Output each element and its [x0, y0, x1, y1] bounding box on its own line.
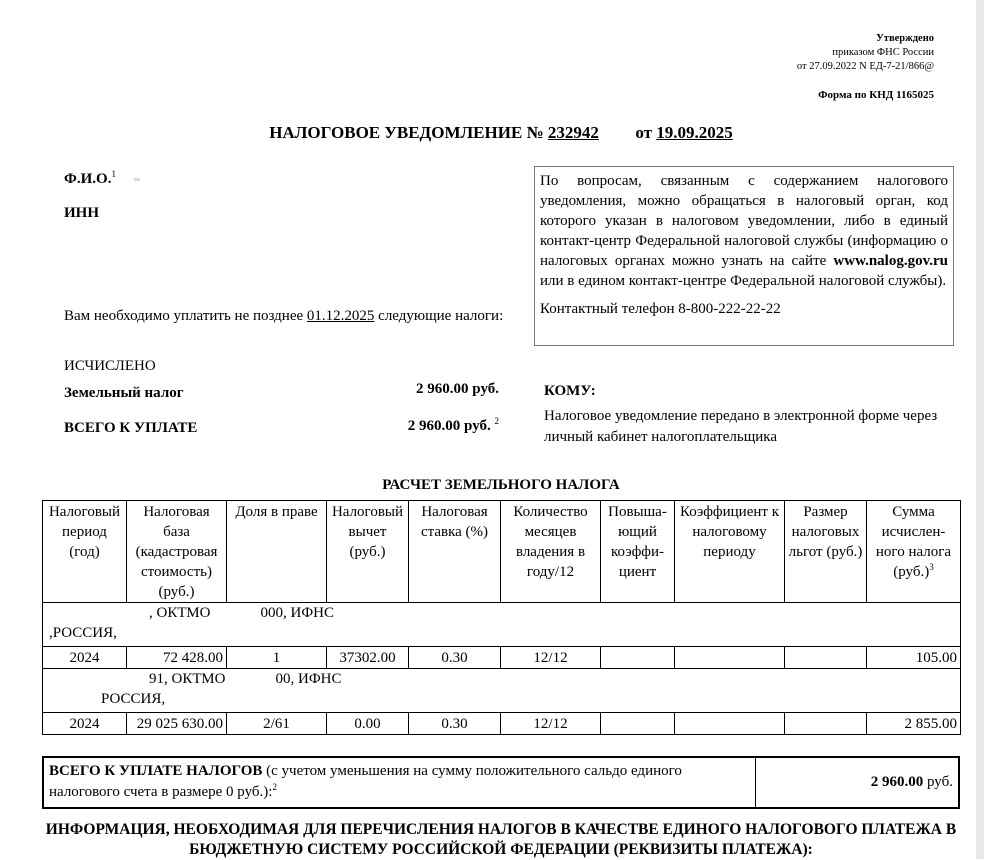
grand-total-box [42, 756, 960, 809]
table-row [43, 647, 961, 669]
cell-period-coef [675, 713, 785, 735]
cell-period-coef [675, 647, 785, 669]
cell-share: 1 [227, 647, 327, 669]
col-header: Налоговый вычет (руб.) [327, 501, 409, 603]
oktmo-address: ,РОССИЯ, [49, 625, 117, 641]
contact-info-text-a: По вопросам, связанным с содержанием налогового уведомления, можно обращаться в налоговый орган, код которого указан в налоговом уведомлении, либо в единый контакт-центр Федеральной налоговой службы (информацию о налоговых органах можно узнать на сайте [540, 173, 948, 269]
cell-tax-sum: 2 855.00 [867, 713, 961, 735]
oktmo-address: РОССИЯ, [101, 691, 166, 707]
recipient-label: КОМУ: [544, 383, 596, 399]
col-header: Налоговый период (год) [43, 501, 127, 603]
due-text [64, 306, 504, 327]
oktmo-cell [43, 669, 961, 713]
col-footnote: 3 [929, 562, 934, 572]
cell-months: 12/12 [501, 713, 601, 735]
contact-info-box [534, 166, 954, 346]
oktmo-tail: 000, ИФНС [260, 605, 335, 621]
cell-deduction: 0.00 [327, 713, 409, 735]
document-title [0, 123, 984, 143]
col-header: Размер налоговых льгот (руб.) [785, 501, 867, 603]
redacted-mark [134, 178, 140, 181]
cell-months: 12/12 [501, 647, 601, 669]
oktmo-line [45, 669, 958, 689]
approval-line-2: приказом ФНС России [832, 47, 934, 58]
cell-base: 29 025 630.00 [127, 713, 227, 735]
cell-share: 2/61 [227, 713, 327, 735]
col-header: Повыша-ющий коэффи-циент [601, 501, 675, 603]
col-header: Налоговая ставка (%) [409, 501, 501, 603]
col-header: Количество месяцев владения в году/12 [501, 501, 601, 603]
col-header: Налоговая база (кадастровая стоимость) (руб.) [127, 501, 227, 603]
approval-block [797, 32, 934, 74]
cell-deduction: 37302.00 [327, 647, 409, 669]
cell-rate: 0.30 [409, 647, 501, 669]
form-code: Форма по КНД 1165025 [818, 89, 934, 101]
oktmo-row [43, 603, 961, 647]
total-amount: 2 960.00 руб. [407, 418, 491, 434]
grand-total-label: ВСЕГО К УПЛАТЕ НАЛОГОВ [49, 763, 263, 779]
oktmo-line [45, 603, 958, 623]
cell-base: 72 428.00 [127, 647, 227, 669]
contact-info-text [540, 171, 948, 291]
contact-info-text-b: или в едином контакт-центре Федеральной налоговой службы). [540, 273, 947, 289]
nalog-link[interactable]: www.nalog.gov.ru [833, 253, 949, 269]
cell-tax-sum: 105.00 [867, 647, 961, 669]
col-header: Доля в праве [227, 501, 327, 603]
title-date-prefix: от [635, 123, 653, 142]
total-amount-row [330, 418, 499, 435]
oktmo-text: 91, ОКТМО [149, 671, 226, 687]
approval-line-3: от 27.09.2022 N ЕД-7-21/866@ [796, 61, 934, 72]
oktmo-text: , ОКТМО [149, 605, 211, 621]
grand-total-amount: 2 960.00 [870, 774, 924, 790]
cell-year: 2024 [43, 713, 127, 735]
fio-footnote: 1 [111, 169, 116, 179]
land-tax-label: Земельный налог [64, 385, 184, 401]
grand-total-footnote: 2 [272, 782, 277, 792]
recipient-text: Налоговое уведомление передано в электронной форме через личный кабинет налогоплательщика [544, 408, 938, 445]
notice-date: 19.09.2025 [656, 123, 733, 142]
grand-total-text [44, 758, 756, 807]
calc-header-row [43, 501, 961, 603]
due-prefix: Вам необходимо уплатить не позднее [64, 308, 304, 324]
notice-number: 232942 [547, 123, 599, 142]
calc-title: РАСЧЕТ ЗЕМЕЛЬНОГО НАЛОГА [382, 477, 620, 493]
oktmo-row [43, 669, 961, 713]
fio-label: Ф.И.О. [64, 171, 112, 187]
oktmo-tail: 00, ИФНС [275, 671, 342, 687]
grand-total-amount-cell [756, 758, 958, 807]
contact-phone: Контактный телефон 8-800-222-22-22 [540, 301, 781, 317]
cell-year: 2024 [43, 647, 127, 669]
oktmo-cell [43, 603, 961, 647]
payment-info-title: ИНФОРМАЦИЯ, НЕОБХОДИМАЯ ДЛЯ ПЕРЕЧИСЛЕНИЯ НАЛОГОВ В КАЧЕСТВЕ ЕДИНОГО НАЛОГОВОГО ПЛАТЕЖА В БЮДЖЕТНУЮ СИСТЕМУ РОССИЙСКОЙ ФЕДЕРАЦИИ (РЕКВИЗИТЫ ПЛАТЕЖА): [45, 821, 957, 858]
cell-benefits [785, 713, 867, 735]
approval-line-1: Утверждено [876, 33, 934, 44]
cell-rate: 0.30 [409, 713, 501, 735]
due-suffix: следующие налоги: [378, 308, 504, 324]
land-tax-amount: 2 960.00 руб. [416, 381, 499, 397]
total-label: ВСЕГО К УПЛАТЕ [64, 420, 198, 436]
col-header: Коэффициент к налоговому периоду [675, 501, 785, 603]
calc-table [42, 500, 961, 735]
grand-total-note: (с учетом уменьшения на сумму положительного сальдо единого налогового счета в размере 0 руб.): [49, 763, 682, 800]
cell-raise-coef [601, 647, 675, 669]
title-prefix: НАЛОГОВОЕ УВЕДОМЛЕНИЕ № [269, 123, 544, 142]
grand-total-currency: руб. [927, 774, 953, 790]
col-header-last [867, 501, 961, 603]
inn-label: ИНН [64, 205, 100, 221]
fio-label-row [64, 171, 140, 188]
table-row [43, 713, 961, 735]
col-header: Сумма исчислен-ного налога (руб.) [875, 504, 952, 580]
cell-raise-coef [601, 713, 675, 735]
total-footnote: 2 [494, 416, 499, 426]
cell-benefits [785, 647, 867, 669]
due-date: 01.12.2025 [306, 308, 375, 324]
calculated-label: ИСЧИСЛЕНО [64, 358, 156, 374]
